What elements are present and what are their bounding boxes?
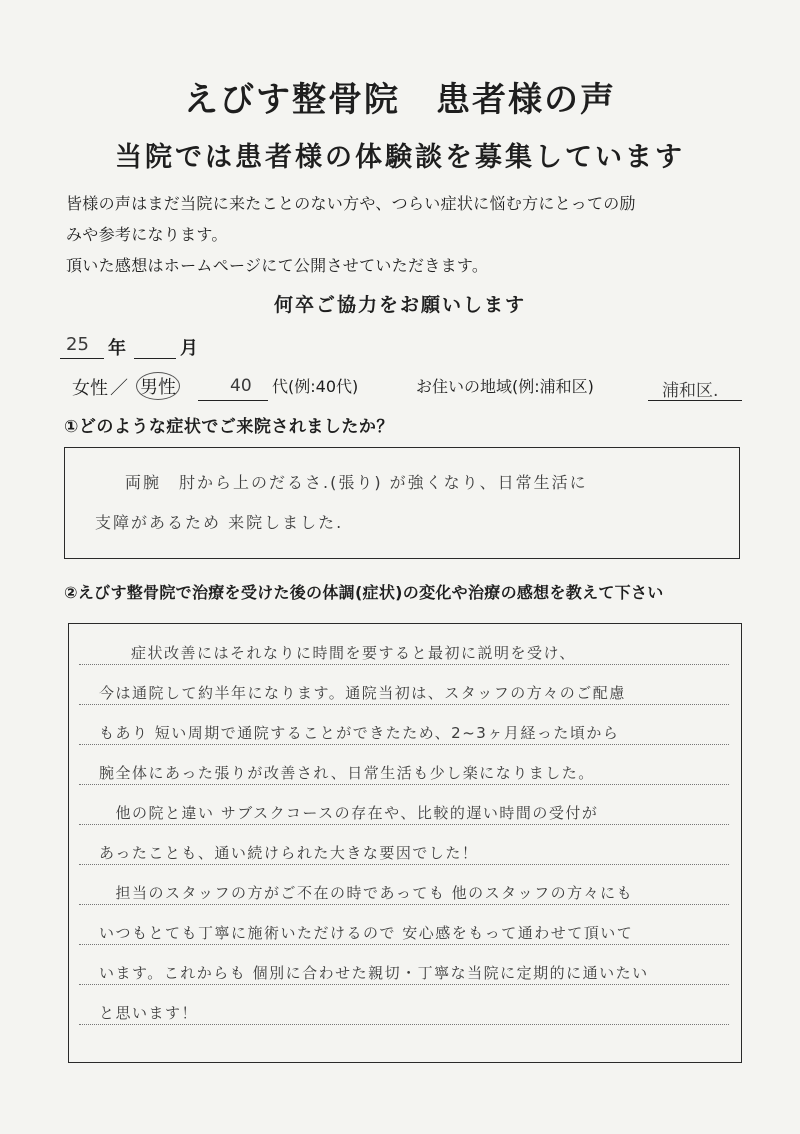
intro-line: みや参考になります。 bbox=[66, 225, 228, 244]
year-label: 年 bbox=[108, 338, 126, 359]
answer-line: 支障があるため 来院しました. bbox=[95, 513, 344, 532]
answer-line: 担当のスタッフの方がご不在の時であっても 他のスタッフの方々にも bbox=[99, 884, 634, 902]
question-1-answer-box[interactable] bbox=[64, 447, 740, 559]
intro-line: 皆様の声はまだ当院に来たことのない方や、つらい症状に悩む方にとっての励 bbox=[66, 194, 636, 213]
gender-male-option[interactable]: 男性 bbox=[136, 372, 180, 400]
ruled-line bbox=[79, 744, 729, 745]
area-field[interactable] bbox=[648, 374, 742, 401]
answer-line: もあり 短い周期で通院することができたため、2~3ヶ月経った頃から bbox=[99, 724, 620, 742]
info-row bbox=[0, 372, 800, 402]
intro-text bbox=[66, 188, 746, 281]
ruled-line bbox=[79, 904, 729, 905]
ruled-line bbox=[79, 784, 729, 785]
answer-line: 両腕 肘から上のだるさ.(張り) が強くなり、日常生活に bbox=[125, 473, 588, 492]
ruled-line bbox=[79, 1024, 729, 1025]
year-field[interactable] bbox=[60, 332, 104, 359]
ruled-line bbox=[79, 864, 729, 865]
question-2-answer-box[interactable] bbox=[68, 623, 742, 1063]
gender-female-option[interactable]: 女性 bbox=[72, 378, 108, 399]
answer-line: あったことも、通い続けられた大きな要因でした！ bbox=[99, 844, 479, 862]
month-label: 月 bbox=[180, 338, 198, 359]
answer-line: 腕全体にあった張りが改善され、日常生活も少し楽になりました。 bbox=[99, 764, 595, 782]
page-title: えびす整骨院 患者様の声 bbox=[184, 80, 616, 120]
age-field[interactable] bbox=[198, 374, 268, 401]
answer-line: いつもとても丁寧に施術いただけるので 安心感をもって通わせて頂いて bbox=[99, 924, 634, 942]
age-value: 40 bbox=[230, 376, 252, 396]
question-1-label: ①どのような症状でご来院されましたか？ bbox=[64, 417, 394, 437]
ruled-line bbox=[79, 824, 729, 825]
month-field[interactable] bbox=[134, 332, 176, 359]
request-text: 何卒ご協力をお願いします bbox=[273, 294, 526, 316]
page-subtitle: 当院では患者様の体験談を募集しています bbox=[115, 142, 685, 173]
ruled-line bbox=[79, 664, 729, 665]
age-label: 代(例:40代) bbox=[272, 377, 359, 396]
answer-line: 今は通院して約半年になります。通院当初は、スタッフの方々のご配慮 bbox=[99, 684, 626, 702]
ruled-line bbox=[79, 984, 729, 985]
year-value: 25 bbox=[66, 334, 89, 355]
intro-line: 頂いた感想はホームページにて公開させていただきます。 bbox=[66, 256, 489, 275]
ruled-line bbox=[79, 944, 729, 945]
answer-line: 他の院と違い サブスクコースの存在や、比較的遅い時間の受付が bbox=[99, 804, 599, 822]
answer-line: と思います！ bbox=[99, 1004, 199, 1022]
answer-line: います。これからも 個別に合わせた親切・丁寧な当院に定期的に通いたい bbox=[99, 964, 649, 982]
ruled-line bbox=[79, 704, 729, 705]
question-2-label: ②えびす整骨院で治療を受けた後の体調(症状)の変化や治療の感想を教えて下さい bbox=[64, 583, 664, 602]
answer-line: 症状改善にはそれなりに時間を要すると最初に説明を受け、 bbox=[131, 644, 576, 662]
gender-separator: ／ bbox=[110, 378, 128, 399]
area-value: 浦和区. bbox=[662, 381, 719, 401]
area-label: お住いの地域(例:浦和区) bbox=[416, 377, 594, 396]
